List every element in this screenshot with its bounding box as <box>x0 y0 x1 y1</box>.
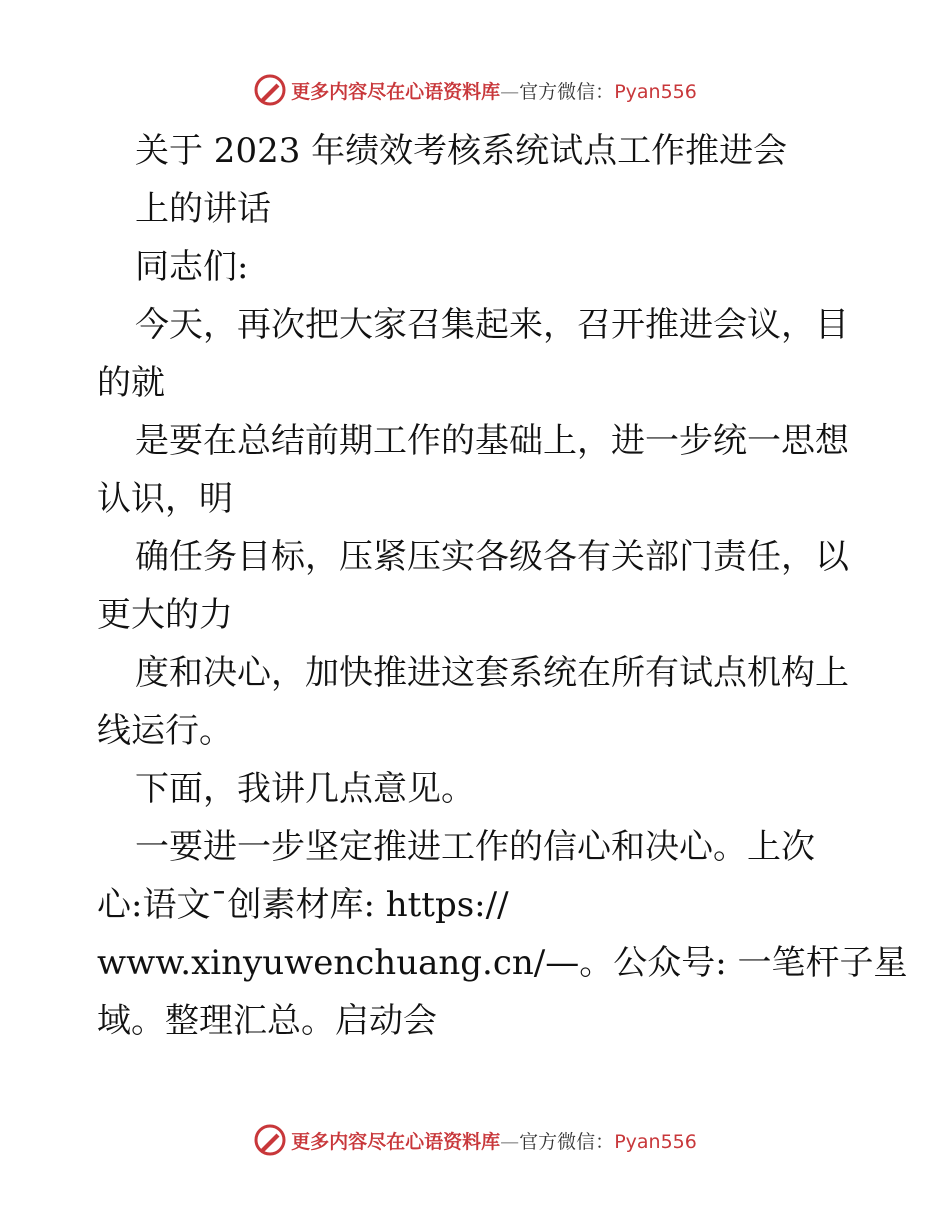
text-line: 域。整理汇总。启动会 <box>97 1001 437 1041</box>
text-line: www.xinyuwenchuang.cn/—。公众号: 一笔杆子星 <box>97 943 908 983</box>
text-line: 心:语文¯创素材库: https:// <box>97 885 509 925</box>
banner-brand: 更多内容尽在心语资料库 <box>291 1130 501 1153</box>
text-line: 关于 2023 年绩效考核系统试点工作推进会 <box>135 131 788 171</box>
speech-body <box>97 122 908 1050</box>
banner-brand: 更多内容尽在心语资料库 <box>291 80 501 103</box>
text-line: 更大的力 <box>97 595 233 635</box>
text-line: 下面，我讲几点意见。 <box>135 769 475 809</box>
text-line: 度和决心，加快推进这套系统在所有试点机构上 <box>135 653 849 693</box>
text-line: 同志们: <box>135 247 249 287</box>
pen-logo-icon <box>253 1123 287 1157</box>
header-banner <box>0 70 950 110</box>
text-line: 确任务目标，压紧压实各级各有关部门责任，以 <box>135 537 849 577</box>
footer-banner <box>0 1120 950 1160</box>
banner-handle: Pyan556 <box>614 1130 697 1153</box>
text-line: 今天，再次把大家召集起来，召开推进会议，目 <box>135 305 849 345</box>
banner-text <box>291 1127 697 1154</box>
banner-official-label: 官方微信： <box>519 80 615 103</box>
text-line: 一要进一步坚定推进工作的信心和决心。上次 <box>135 827 815 867</box>
banner-handle: Pyan556 <box>614 80 697 103</box>
banner-text <box>291 77 697 104</box>
banner-dash: — <box>500 1130 520 1153</box>
text-line: 是要在总结前期工作的基础上，进一步统一思想 <box>135 421 849 461</box>
banner-dash: — <box>500 80 520 103</box>
text-line: 上的讲话 <box>135 189 271 229</box>
banner-official-label: 官方微信： <box>519 1130 615 1153</box>
pen-logo-icon <box>253 73 287 107</box>
text-line: 线运行。 <box>97 711 233 751</box>
text-line: 的就 <box>97 363 165 403</box>
text-line: 认识，明 <box>97 479 233 519</box>
